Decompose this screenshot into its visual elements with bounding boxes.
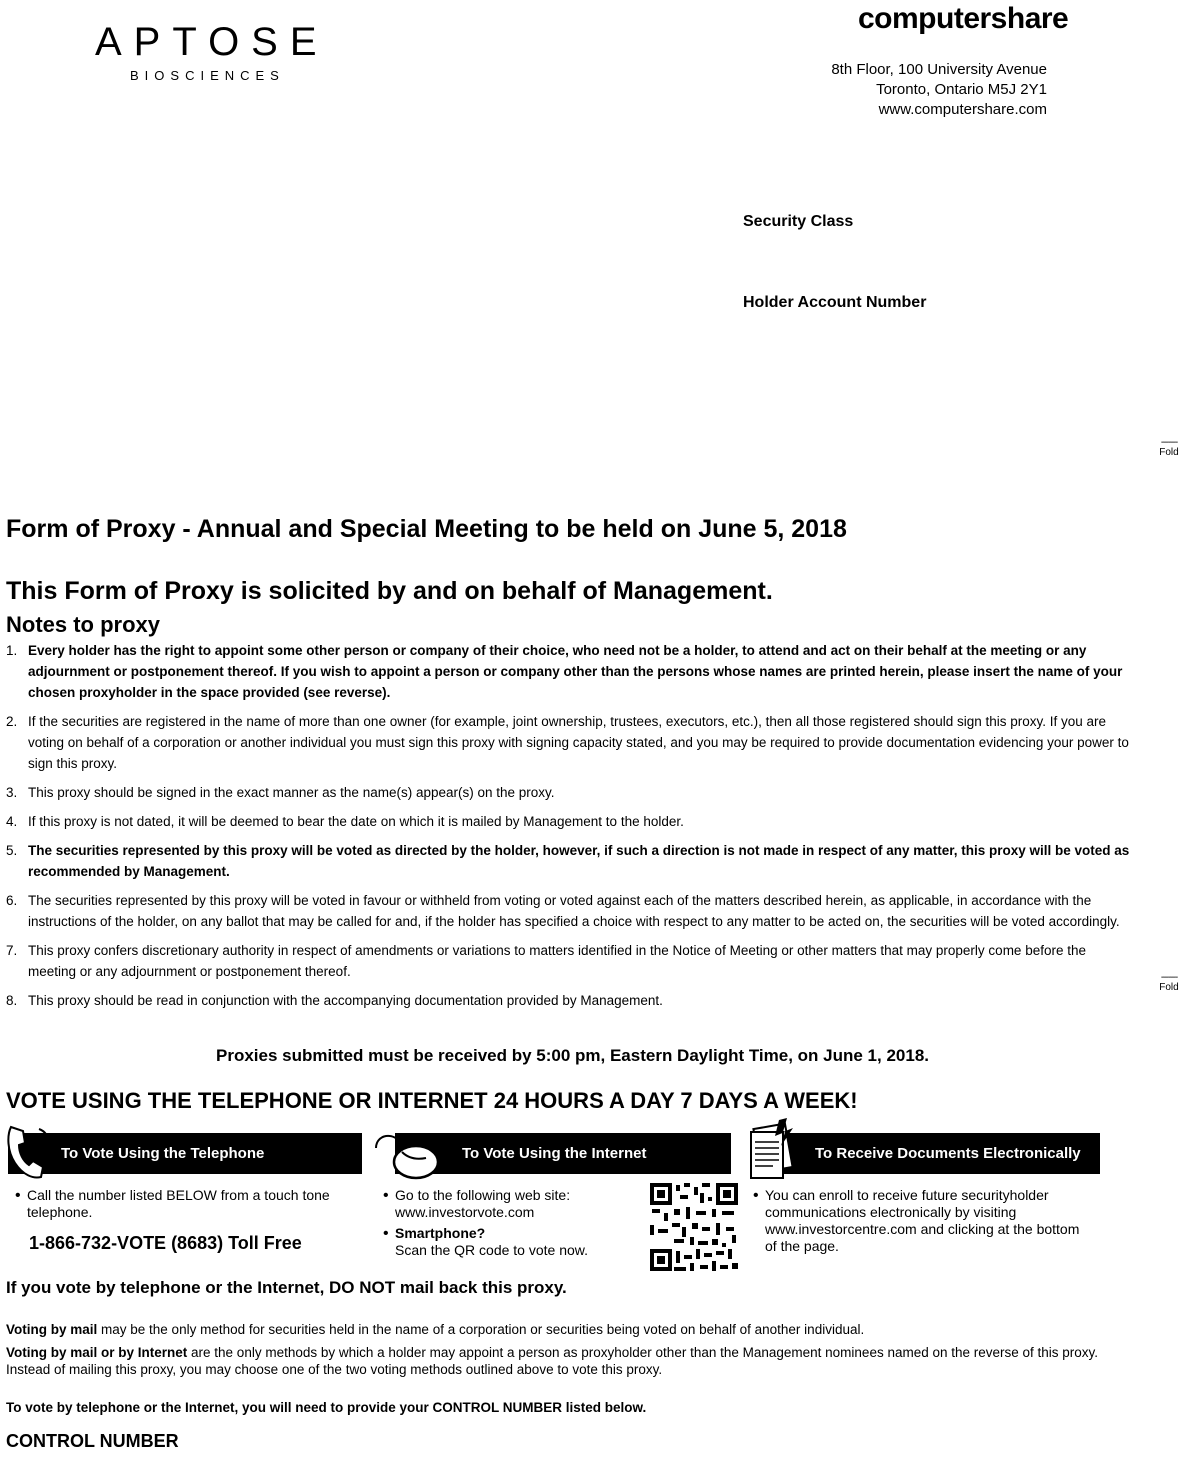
note-text: This proxy should be read in conjunction with the accompanying documentation provided by Management. [28,993,663,1008]
deadline-notice: Proxies submitted must be received by 5:00 pm, Eastern Daylight Time, on June 1, 2018. [216,1046,929,1065]
solicited-title: This Form of Proxy is solicited by and on behalf of Management. [6,577,773,605]
telephone-bar [8,1133,362,1174]
no-mail-notice: If you vote by telephone or the Internet, DO NOT mail back this proxy. [6,1278,567,1297]
note-item [6,711,1136,774]
address-line: 8th Floor, 100 University Avenue [831,61,1047,78]
telephone-bullet: Call the number listed BELOW from a touch tone telephone. [27,1187,330,1220]
documents-icon [743,1116,799,1187]
note-number: 8. [6,993,18,1008]
note-item [6,840,1136,882]
telephone-icon [5,1121,55,1184]
notes-list [6,640,1136,1019]
note-item [6,782,1136,803]
internet-title: To Vote Using the Internet [462,1145,647,1162]
bullet-icon: • [15,1187,21,1204]
note-number: 4. [6,814,18,829]
telephone-title: To Vote Using the Telephone [61,1145,265,1162]
voting-by-mail-internet-note [6,1344,1141,1378]
fold-dash: ------- [1160,972,1178,983]
electronic-instructions [753,1187,1083,1255]
note-text: This proxy confers discretionary authority in respect of amendments or variations to matters identified in the Notice of Meeting or other matters that may properly come before the meeting or any adjournment or postponement thereof. [28,943,1086,979]
telephone-instructions [15,1187,335,1221]
control-number-instruction: To vote by telephone or the Internet, you will need to provide your CONTROL NUMBER listed below. [6,1400,647,1415]
address-line: www.computershare.com [878,101,1047,118]
aptose-logo-subtitle: BIOSCIENCES [130,68,285,83]
form-title: Form of Proxy - Annual and Special Meeting to be held on June 5, 2018 [6,515,847,543]
smartphone-text: Scan the QR code to vote now. [395,1242,589,1258]
fold-dash: ------- [1160,437,1178,448]
note-text: This proxy should be signed in the exact manner as the name(s) appear(s) on the proxy. [28,785,555,800]
note-number: 1. [6,643,18,658]
voting-by-mail-text: may be the only method for securities held in the name of a corporation or securities being voted on behalf of another individual. [97,1322,865,1337]
address-line: Toronto, Ontario M5J 2Y1 [876,81,1047,98]
note-item [6,940,1136,982]
note-number: 5. [6,843,18,858]
voting-by-mail-label: Voting by mail [6,1322,98,1337]
voting-by-mail-note [6,1321,1141,1338]
note-text: If the securities are registered in the name of more than one owner (for example, joint ownership, trustees, executors, etc.), then all those registered should sign this proxy. If you are voting on behalf of a corporation or another individual you must sign this proxy with signing capacity stated, and you may be required to provide documentation evidencing your power to sign this proxy. [28,714,1129,771]
note-number: 3. [6,785,18,800]
internet-bar [395,1133,731,1174]
voting-by-mail-internet-text: are the only methods by which a holder may appoint a person as proxyholder other than the Management nominees named on the reverse of this proxy. Instead of mailing this proxy, you may choose one of the two voting methods outlined above to vote this proxy. [6,1345,1099,1377]
aptose-logo: APTOSE [95,20,329,64]
investorvote-url[interactable]: www.investorvote.com [395,1204,535,1220]
holder-account-label: Holder Account Number [743,294,927,311]
qr-code[interactable] [650,1183,738,1271]
bullet-icon: • [753,1187,759,1204]
electronic-bullet: You can enroll to receive future securityholder communications electronically by visiting www.investorcentre.com and clicking at the bottom of the page. [765,1187,1080,1254]
electronic-bar [760,1133,1100,1174]
note-text: The securities represented by this proxy will be voted in favour or withheld from voting or voted against each of the matters described herein, as applicable, in accordance with the instructions of the holder, on any ballot that may be called for and, if the holder has specified a choice with respect to any matter to be acted on, the securities will be voted accordingly. [28,893,1120,929]
bullet-icon: • [383,1225,389,1242]
note-text: If this proxy is not dated, it will be deemed to bear the date on which it is mailed by Management to the holder. [28,814,684,829]
smartphone-label: Smartphone? [395,1225,486,1241]
note-item [6,890,1136,932]
notes-heading: Notes to proxy [6,612,161,637]
mouse-icon [372,1128,440,1187]
note-text: Every holder has the right to appoint some other person or company of their choice, who need not be a holder, to attend and act on their behalf at the meeting or any adjournment or postponement thereof. If you wish to appoint a person or company other than the persons whose names are printed herein, please insert the name of your chosen proxyholder in the space provided (see reverse). [28,643,1123,700]
security-class-label: Security Class [743,213,854,230]
note-number: 7. [6,943,18,958]
fold-mark [1154,439,1184,458]
note-text: The securities represented by this proxy will be voted as directed by the holder, however, if such a direction is not made in respect of any matter, this proxy will be voted as recommended by Management. [28,843,1130,879]
note-number: 2. [6,714,18,729]
note-item [6,811,1136,832]
fold-mark [1154,974,1184,993]
vote-heading: VOTE USING THE TELEPHONE OR INTERNET 24 HOURS A DAY 7 DAYS A WEEK! [6,1088,858,1113]
note-item [6,990,1136,1011]
voting-by-mail-internet-label: Voting by mail or by Internet [6,1345,188,1360]
computershare-logo: computershare [858,2,1069,35]
fold-label: Fold [1159,982,1179,993]
internet-instructions [383,1187,643,1259]
control-number-label: CONTROL NUMBER [6,1431,179,1451]
computershare-address [780,60,1047,120]
fold-label: Fold [1159,447,1179,458]
bullet-icon: • [383,1187,389,1204]
note-item [6,640,1136,703]
note-number: 6. [6,893,18,908]
telephone-number: 1-866-732-VOTE (8683) Toll Free [29,1233,302,1253]
internet-bullet-line1: Go to the following web site: [395,1187,571,1203]
electronic-title: To Receive Documents Electronically [815,1145,1081,1162]
